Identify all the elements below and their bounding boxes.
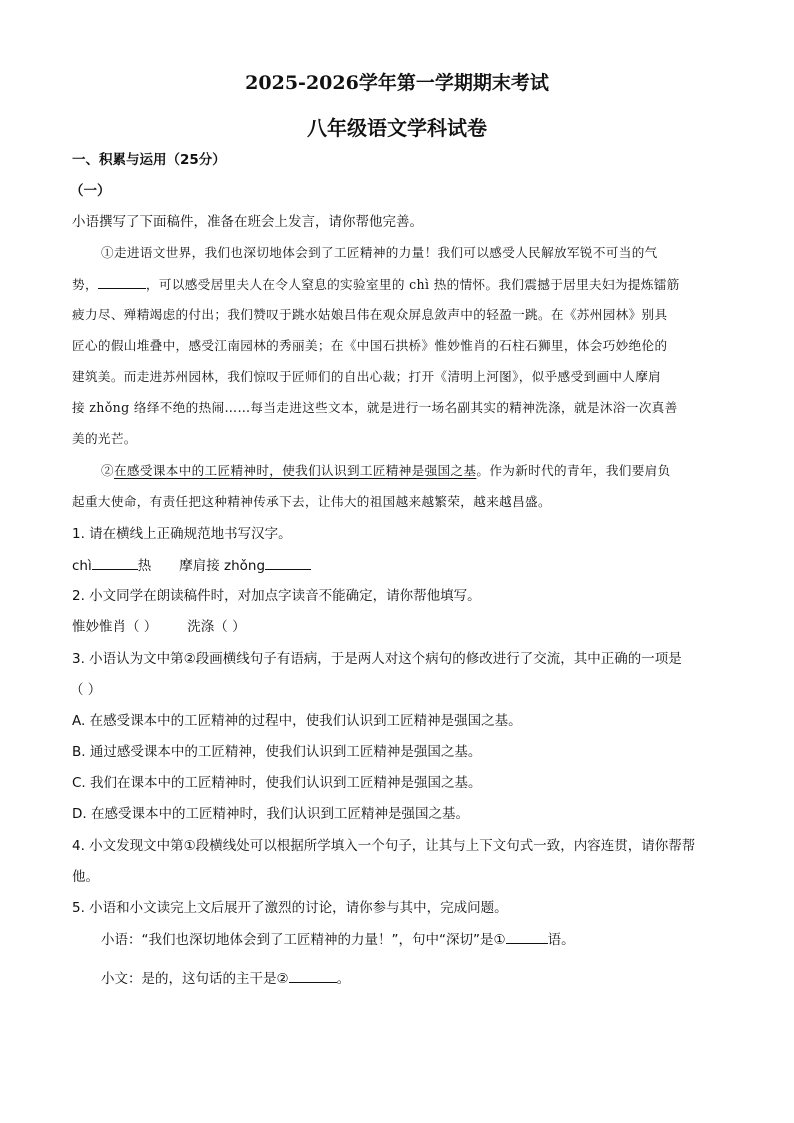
- q5-dialogue-1-end: 语。: [547, 932, 575, 948]
- q1-char-a: 热: [137, 558, 152, 574]
- passage-p2-marker: ②: [101, 463, 114, 478]
- q3-option-d[interactable]: D. 在感受课本中的工匠精神时，我们认识到工匠精神是强国之基。: [72, 806, 469, 822]
- q2-item-a[interactable]: 惟妙惟肖（ ）: [72, 619, 158, 635]
- q3-option-a[interactable]: A. 在感受课本中的工匠精神的过程中，使我们认识到工匠精神是强国之基。: [72, 713, 522, 729]
- q2-item-b[interactable]: 洗涤（ ）: [187, 619, 246, 635]
- passage-p2-line1: [101, 461, 671, 481]
- q1-pinyin-b: 摩肩接 zhǒng: [179, 558, 266, 574]
- q5-dialogue-1-text: 小语：“我们也深切地体会到了工匠精神的力量！”，句中“深切”是①: [101, 932, 506, 948]
- question-2-stem: 2. 小文同学在朗读稿件时，对加点字读音不能确定，请你帮他填写。: [72, 588, 481, 604]
- passage-p1-line3: 疲力尽、殚精竭虑的付出；我们赞叹于跳水姑娘吕伟在观众屏息敛声中的轻盈一跳。在《苏州园林》别具: [72, 307, 668, 322]
- q3-option-c[interactable]: C. 我们在课本中的工匠精神时，使我们认识到工匠精神是强国之基。: [72, 775, 482, 791]
- passage-p2-line1-end: 。作为新时代的青年，我们要肩负: [476, 463, 671, 478]
- q3-option-b[interactable]: B. 通过感受课本中的工匠精神，使我们认识到工匠精神是强国之基。: [72, 744, 482, 760]
- passage-p1-line5: 建筑美。而走进苏州园林，我们惊叹于匠师们的自出心裁；打开《清明上河图》，似乎感受到画中人摩肩: [72, 369, 662, 384]
- question-4-stem-line1: 4. 小文发现文中第①段横线处可以根据所学填入一个句子，让其与上下文句式一致，内容连贯，请你帮帮: [72, 838, 696, 854]
- question-1-stem: 1. 请在横线上正确规范地书写汉字。: [72, 526, 292, 542]
- exam-title: 2025-2026学年第一学期期末考试: [245, 72, 549, 94]
- q5-dialogue-1: [101, 929, 575, 950]
- question-4-stem-line2: 他。: [72, 869, 99, 885]
- question-3-stem-line1: 3. 小语认为文中第②段画横线句子有语病，于是两人对这个病句的修改进行了交流，其中正确的一项是: [72, 651, 682, 667]
- subsection-heading: （一）: [70, 183, 111, 199]
- passage-p2-line2: 起重大使命，有责任把这种精神传承下去，让伟大的祖国越来越繁荣，越来越昌盛。: [72, 494, 551, 509]
- underlined-sentence: 在感受课本中的工匠精神时，使我们认识到工匠精神是强国之基: [113, 463, 477, 478]
- passage-p1-line7: 美的光芒。: [72, 431, 137, 446]
- passage-blank[interactable]: [98, 274, 146, 289]
- q1-blank-a[interactable]: [92, 555, 138, 570]
- question-2-answers: [72, 617, 246, 637]
- q1-pinyin-a: chì: [72, 558, 92, 574]
- passage-p1-line1: ①走进语文世界，我们也深切地体会到了工匠精神的力量！我们可以感受人民解放军锐不可当的气: [101, 245, 658, 260]
- section-heading: 一、积累与运用（25分）: [72, 152, 226, 168]
- q5-dialogue-2: [101, 968, 350, 989]
- question-1-answers: [72, 555, 311, 576]
- passage-p1-line2-end: ，可以感受居里夫人在令人窒息的实验室里的 chì 热的情怀。我们震撼于居里夫妇为提炼镭筋: [145, 277, 680, 292]
- passage-p1-line2: [72, 274, 680, 295]
- q5-dialogue-2-end: 。: [336, 971, 351, 987]
- q5-dialogue-2-text: 小文：是的，这句话的主干是②: [101, 971, 289, 987]
- q5-blank-1[interactable]: [506, 929, 548, 944]
- passage-p1-line2-start: 势，: [72, 277, 98, 292]
- passage-p1-line4: 匠心的假山堆叠中，感受江南园林的秀丽美；在《中国石拱桥》惟妙惟肖的石柱石狮里，体会巧妙绝伦的: [72, 338, 668, 353]
- q5-blank-2[interactable]: [289, 968, 337, 983]
- question-5-stem: 5. 小语和小文读完上文后展开了激烈的讨论，请你参与其中，完成问题。: [72, 900, 508, 916]
- exam-subtitle: 八年级语文学科试卷: [307, 116, 487, 140]
- question-3-stem-line2: （ ）: [70, 682, 102, 698]
- passage-p1-line6: 接 zhǒng 络绎不绝的热闹……每当走进这些文本，就是进行一场名副其实的精神洗涤，就是沐浴一次真善: [72, 400, 678, 415]
- intro-text: 小语撰写了下面稿件，准备在班会上发言，请你帮他完善。: [72, 214, 423, 230]
- q1-blank-b[interactable]: [265, 555, 311, 570]
